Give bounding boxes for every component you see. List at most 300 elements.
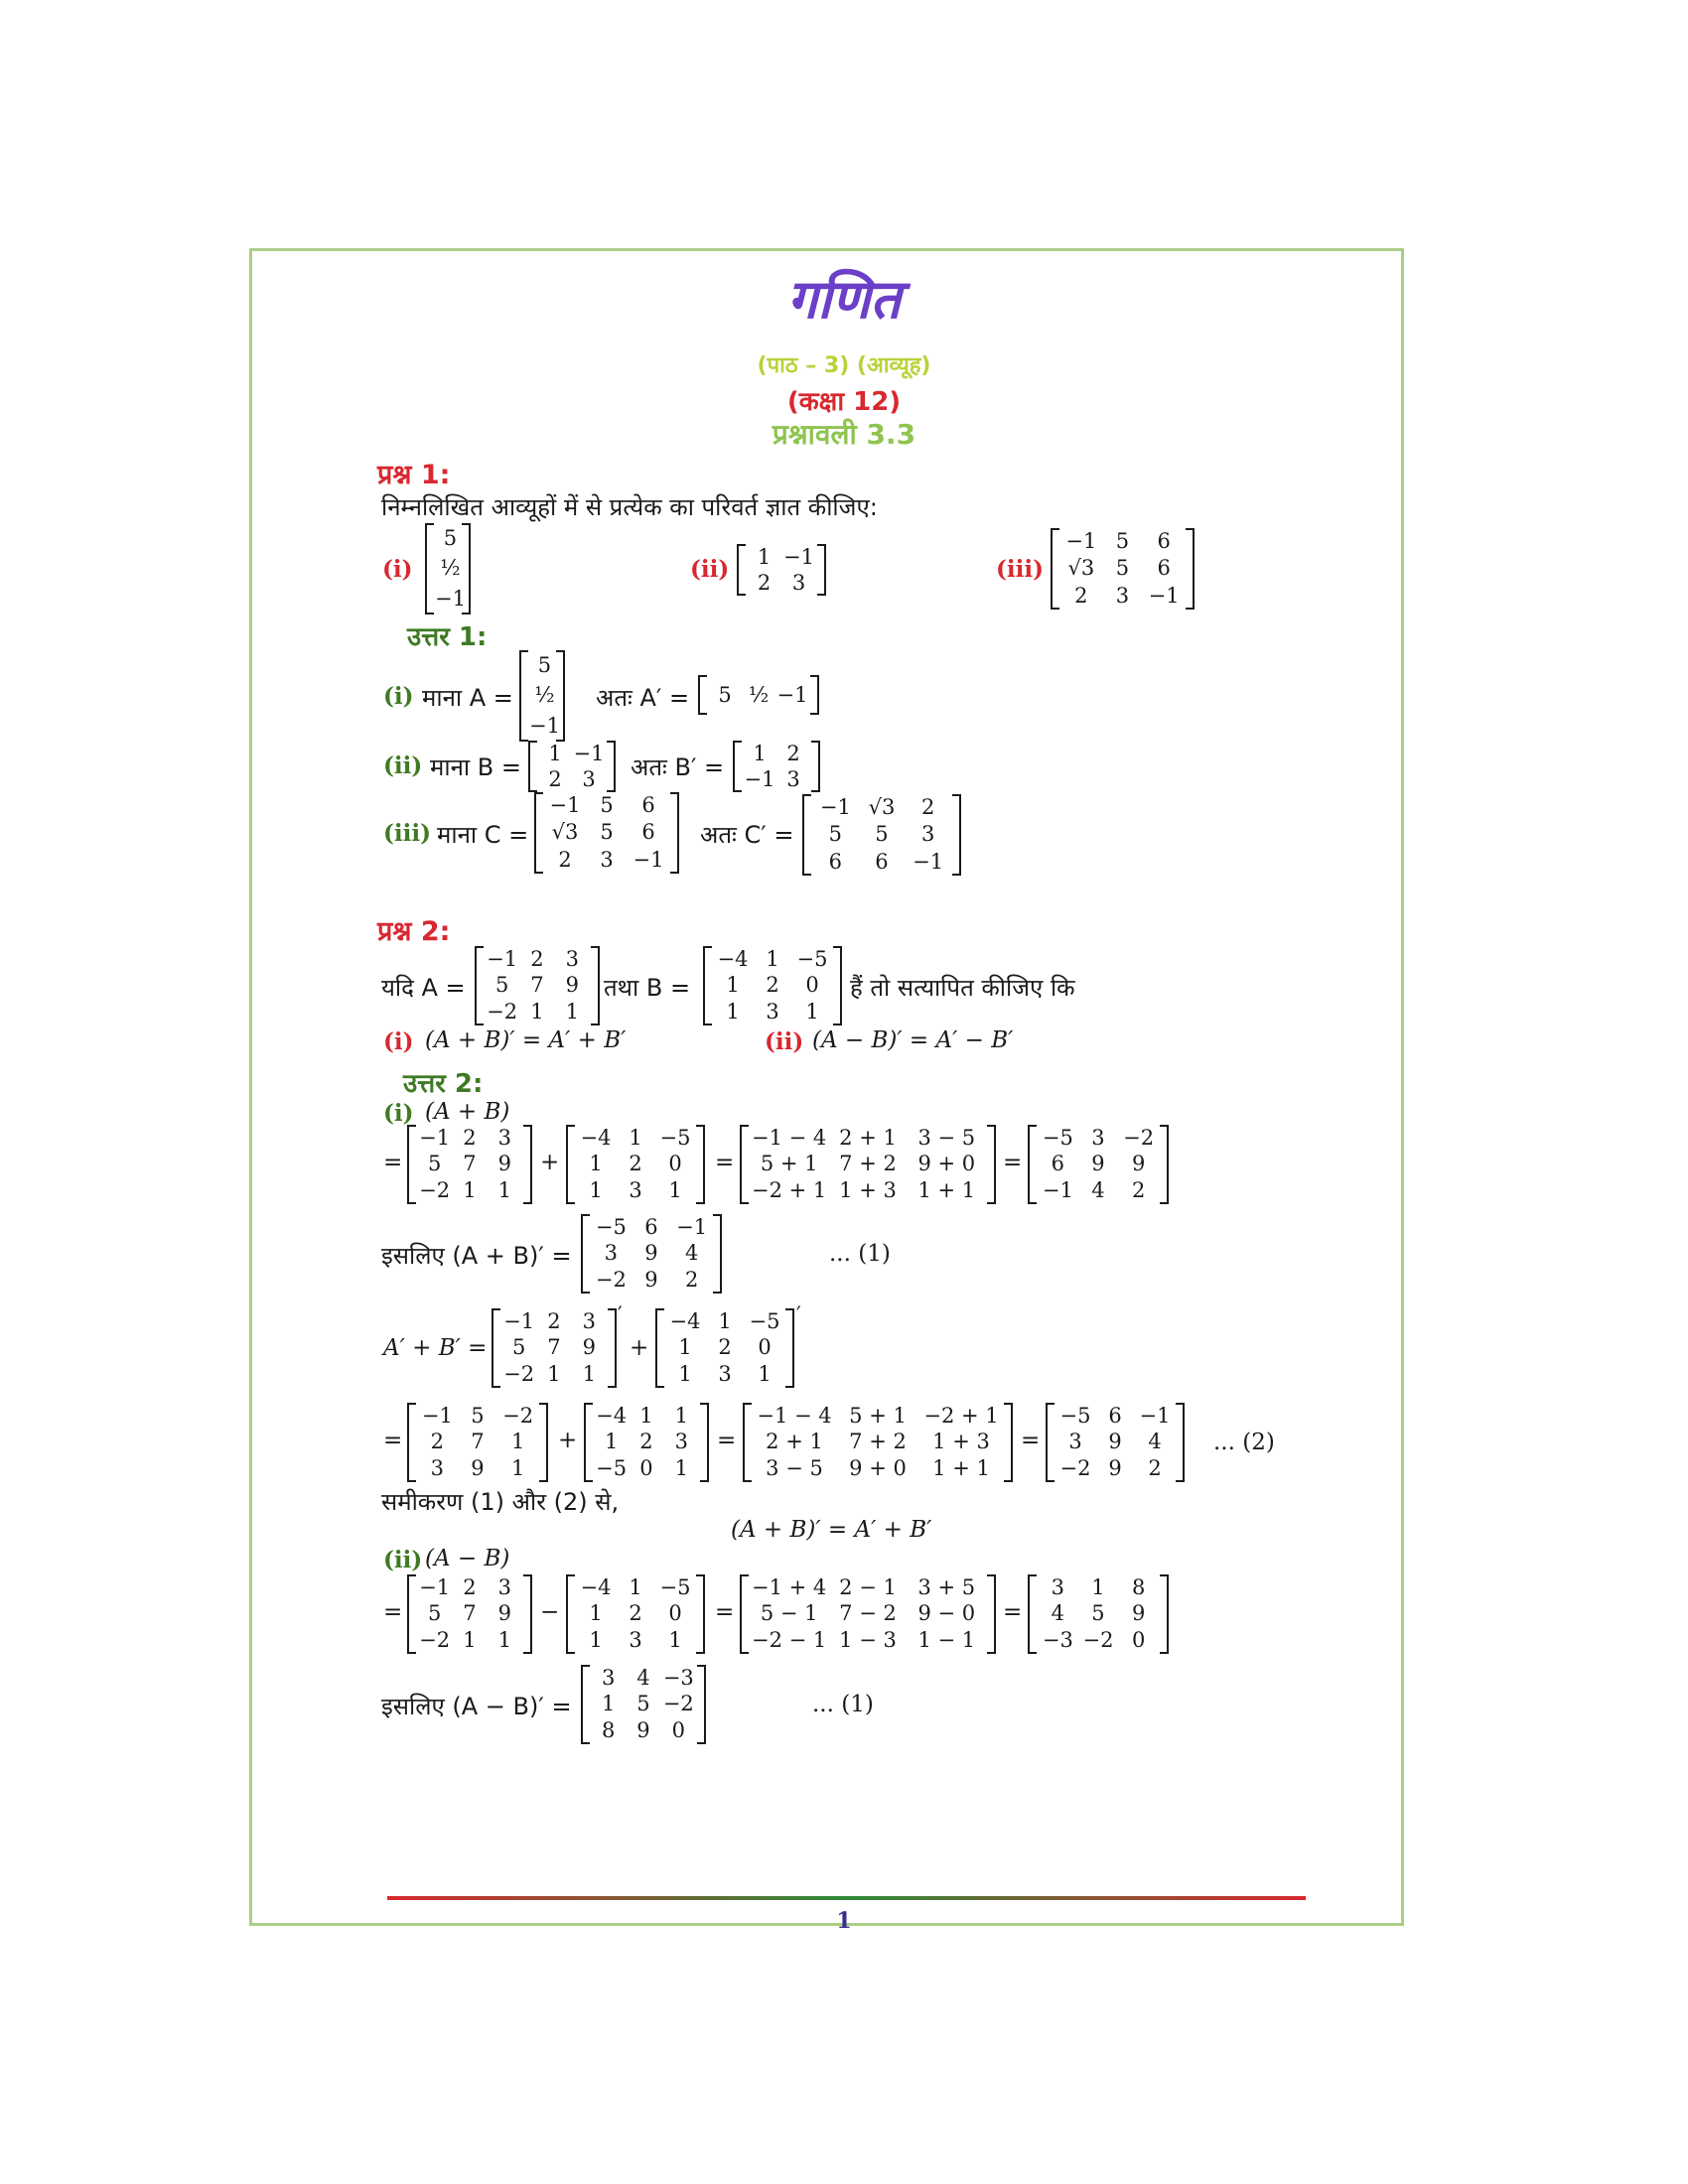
answer-1-heading: उत्तर 1:	[407, 622, 488, 652]
a2-s3-pre: A′ + B′ =	[383, 1335, 488, 1361]
matrix-cell: 5	[1115, 529, 1130, 554]
matrix-cell: √3	[551, 820, 579, 845]
matrix-cell: 1	[463, 1178, 477, 1203]
a2-s4-result	[1046, 1403, 1185, 1482]
matrix-cell: −2	[419, 1628, 451, 1653]
matrix-cell: 8	[1131, 1574, 1146, 1599]
a2-s1-result	[1028, 1125, 1169, 1204]
matrix-cell: 3	[920, 822, 935, 847]
a2-s6-result	[1028, 1574, 1169, 1654]
matrix-cell: −1	[529, 714, 560, 739]
a2-s2-tag: ... (1)	[829, 1241, 891, 1267]
matrix-cell: −1	[1065, 529, 1097, 554]
q2-expr-ii: (A − B)′ = A′ − B′	[812, 1027, 1014, 1053]
matrix-cell: 7	[463, 1601, 477, 1626]
q2-label-ii: (ii)	[765, 1028, 804, 1055]
matrix-cell: 5 − 1	[760, 1601, 818, 1626]
question-1-heading: प्रश्न 1:	[377, 460, 451, 490]
matrix-cell: 0	[671, 1718, 685, 1743]
bracket-right	[1004, 1403, 1013, 1482]
bracket-right	[1176, 1403, 1185, 1482]
bracket-left	[528, 741, 537, 792]
matrix-cell: −4	[669, 1308, 701, 1333]
matrix-cell: 1 + 1	[932, 1456, 990, 1481]
matrix-cell: 7	[547, 1335, 561, 1360]
matrix-cell: 7 + 2	[849, 1430, 907, 1454]
a2-s4-matrix-At	[407, 1403, 548, 1482]
matrix-cell: 3 − 5	[766, 1456, 823, 1481]
matrix-cell: 0	[1131, 1628, 1146, 1653]
matrix-cell: 6	[644, 1214, 658, 1239]
matrix-cell: 7 + 2	[839, 1152, 897, 1176]
a2-s4-eq: =	[383, 1428, 403, 1453]
bracket-left	[566, 1125, 575, 1204]
bracket-right	[987, 1125, 996, 1204]
matrix-cell: √3	[868, 795, 896, 820]
bracket-right	[696, 1574, 705, 1654]
matrix-cell: 1	[589, 1178, 603, 1203]
matrix-cell: 3	[430, 1456, 445, 1481]
matrix-cell: 9 − 0	[917, 1601, 976, 1626]
bracket-left	[1051, 528, 1059, 610]
a2-s4-plus: +	[558, 1428, 578, 1453]
q2-expr-i: (A + B)′ = A′ + B′	[425, 1027, 627, 1053]
a2-s7-result	[581, 1665, 706, 1744]
bracket-left	[407, 1574, 416, 1654]
page-title: गणित	[786, 268, 902, 331]
page-number: 1	[836, 1908, 852, 1934]
a1-label-ii: (ii)	[383, 752, 423, 779]
matrix-cell: 2	[629, 1601, 642, 1626]
a1-ii-mid: अतः B′ =	[631, 753, 725, 781]
matrix-cell: 9	[497, 1601, 511, 1626]
matrix-cell: 3	[629, 1628, 642, 1653]
matrix-cell: 2	[548, 766, 562, 791]
matrix-cell: −1 − 4	[757, 1403, 832, 1428]
matrix-cell: 3	[1115, 583, 1130, 608]
matrix-cell: 1	[497, 1178, 511, 1203]
matrix-cell: 1	[497, 1628, 511, 1653]
matrix-cell: 1 − 1	[917, 1628, 976, 1653]
q2-post: हैं तो सत्यापित कीजिए कि	[850, 974, 1075, 1002]
matrix-cell: −1	[1042, 1178, 1073, 1203]
matrix-cell: 2	[629, 1152, 642, 1176]
matrix-cell: 6	[1157, 529, 1171, 554]
matrix-cell: 3 − 5	[917, 1125, 976, 1150]
a1-i-pre: माना A =	[422, 684, 513, 712]
matrix-cell: 1	[757, 544, 772, 569]
a2-s4-sum-matrix	[743, 1403, 1013, 1482]
matrix-cell: 5	[494, 973, 509, 998]
matrix-cell: 3	[766, 1000, 779, 1024]
matrix-cell: −1	[819, 795, 851, 820]
question-2-heading: प्रश्न 2:	[377, 916, 451, 947]
matrix-cell: 6	[1157, 556, 1171, 581]
q1-label-ii: (ii)	[690, 556, 730, 583]
matrix-cell: 3	[791, 570, 806, 595]
matrix-cell: 5	[828, 822, 843, 847]
matrix-cell: 1	[510, 1456, 525, 1481]
matrix-cell: 2 + 1	[766, 1430, 823, 1454]
matrix-cell: −5	[596, 1456, 628, 1481]
matrix-cell: 3	[1068, 1430, 1082, 1454]
matrix-cell: 5	[875, 822, 889, 847]
matrix-cell: 2 + 1	[839, 1125, 897, 1150]
matrix-cell: 1	[589, 1601, 603, 1626]
matrix-cell: 2	[684, 1268, 699, 1293]
a1-matrix-B	[528, 741, 616, 792]
bracket-left	[802, 794, 811, 876]
matrix-cell: −5	[595, 1214, 627, 1239]
matrix-cell: 3	[582, 766, 596, 791]
answer-2-heading: उत्तर 2:	[403, 1069, 484, 1099]
matrix-cell: 5 + 1	[849, 1403, 907, 1428]
matrix-cell: 0	[805, 973, 819, 998]
exercise-title: प्रश्नावली 3.3	[772, 418, 916, 451]
matrix-cell: −2	[1059, 1456, 1091, 1481]
matrix-cell: −1	[419, 1125, 451, 1150]
matrix-cell: 1	[674, 1456, 688, 1481]
bracket-right	[1160, 1574, 1169, 1654]
matrix-cell: 1	[678, 1335, 692, 1360]
bracket-right	[785, 1308, 794, 1388]
matrix-cell: 1	[766, 946, 779, 971]
bracket-left	[584, 1403, 593, 1482]
matrix-cell: 3	[601, 1665, 616, 1690]
a2-s1-matrix-B	[566, 1125, 705, 1204]
a2-label-ii: (ii)	[383, 1547, 423, 1573]
a2-s4-matrix-Bt	[584, 1403, 709, 1482]
matrix-cell: 6	[1108, 1403, 1122, 1428]
matrix-cell: −5	[749, 1308, 780, 1333]
matrix-cell: −4	[596, 1403, 628, 1428]
matrix-cell: −1	[503, 1308, 535, 1333]
bracket-left	[655, 1308, 664, 1388]
bracket-right	[670, 792, 679, 874]
a2-label-i: (i)	[383, 1100, 414, 1127]
matrix-cell: 1	[547, 1362, 561, 1387]
matrix-cell: 6	[828, 849, 843, 874]
matrix-cell: 9	[582, 1335, 596, 1360]
matrix-cell: 7 − 2	[839, 1601, 897, 1626]
class-subtitle: (कक्षा 12)	[786, 387, 902, 417]
matrix-cell: 2	[757, 570, 772, 595]
matrix-cell: 2	[1131, 1178, 1146, 1203]
matrix-cell: 3	[604, 1241, 619, 1266]
matrix-cell: −1	[1139, 1403, 1171, 1428]
matrix-cell: −1	[776, 682, 808, 707]
bracket-right	[700, 1403, 709, 1482]
a2-s6-diff-matrix	[740, 1574, 996, 1654]
bracket-right	[817, 544, 826, 596]
matrix-cell: 3	[1051, 1574, 1065, 1599]
matrix-cell: 2	[558, 847, 572, 872]
matrix-cell: ½	[440, 556, 461, 581]
matrix-cell: −2 + 1	[923, 1403, 999, 1428]
matrix-cell: 9	[636, 1718, 650, 1743]
matrix-cell: 2	[766, 973, 779, 998]
matrix-cell: 5	[1115, 556, 1130, 581]
matrix-cell: 1	[726, 1000, 740, 1024]
a1-ii-pre: माना B =	[430, 753, 521, 781]
a1-label-i: (i)	[383, 683, 414, 710]
bracket-left	[737, 544, 746, 596]
matrix-cell: −1	[421, 1403, 453, 1428]
matrix-cell: 2	[1148, 1456, 1162, 1481]
matrix-cell: 0	[758, 1335, 772, 1360]
chapter-subtitle: (पाठ – 3) (आव्यूह)	[757, 353, 931, 378]
matrix-cell: 3	[786, 766, 800, 791]
matrix-cell: 2	[639, 1430, 653, 1454]
matrix-cell: ½	[534, 683, 555, 708]
matrix-cell: 9	[1131, 1152, 1146, 1176]
matrix-cell: 1	[758, 1362, 772, 1387]
matrix-cell: −2	[1123, 1125, 1155, 1150]
matrix-cell: 2	[786, 741, 800, 765]
bracket-right	[952, 794, 961, 876]
matrix-cell: 1	[565, 1000, 579, 1024]
matrix-cell: 1 + 3	[932, 1430, 990, 1454]
q1-label-iii: (iii)	[996, 556, 1044, 583]
bracket-left	[1046, 1403, 1055, 1482]
matrix-cell: 5	[718, 682, 732, 707]
a1-matrix-C-transpose	[802, 794, 961, 876]
matrix-cell: −1	[633, 847, 664, 872]
matrix-cell: 9	[644, 1241, 658, 1266]
matrix-cell: −2	[662, 1692, 694, 1716]
matrix-cell: −1	[549, 793, 581, 818]
bracket-right	[833, 946, 842, 1025]
matrix-cell: −1	[913, 849, 944, 874]
bracket-right	[987, 1574, 996, 1654]
matrix-cell: −3	[1042, 1628, 1073, 1653]
bracket-right	[523, 1574, 532, 1654]
matrix-cell: 2	[547, 1308, 561, 1333]
matrix-cell: 5	[600, 793, 614, 818]
matrix-cell: −1	[435, 587, 466, 612]
matrix-cell: 7	[530, 973, 544, 998]
matrix-cell: 3	[497, 1125, 511, 1150]
matrix-cell: 9	[1108, 1430, 1122, 1454]
matrix-cell: 2	[718, 1335, 732, 1360]
matrix-cell: 1	[668, 1628, 682, 1653]
bracket-right	[696, 1125, 705, 1204]
matrix-cell: −5	[659, 1125, 691, 1150]
matrix-cell: ½	[748, 682, 770, 707]
matrix-cell: 3	[600, 847, 614, 872]
bracket-right	[811, 741, 820, 792]
matrix-cell: 2	[430, 1430, 445, 1454]
a2-s3-matrix-A	[492, 1308, 617, 1388]
a2-s7-pre: इसलिए (A − B)′ =	[381, 1693, 572, 1720]
matrix-cell: 9	[497, 1152, 511, 1176]
matrix-cell: 1	[753, 741, 767, 765]
a1-matrix-B-transpose	[733, 741, 820, 792]
matrix-cell: 1 + 3	[839, 1178, 897, 1203]
matrix-cell: 0	[668, 1152, 682, 1176]
bracket-left	[475, 946, 484, 1025]
matrix-cell: −2	[487, 1000, 518, 1024]
bracket-left	[1028, 1125, 1037, 1204]
matrix-cell: −2	[503, 1362, 535, 1387]
a2-s5-expr: (A + B)′ = A′ + B′	[731, 1517, 932, 1543]
matrix-cell: 3	[565, 946, 579, 971]
matrix-cell: 1	[582, 1362, 596, 1387]
matrix-cell: −1	[487, 946, 518, 971]
matrix-cell: 4	[1051, 1601, 1065, 1626]
matrix-cell: 6	[875, 849, 889, 874]
q1-matrix-ii	[737, 544, 826, 596]
matrix-cell: −5	[1042, 1125, 1073, 1150]
matrix-cell: −3	[662, 1665, 694, 1690]
bracket-left	[581, 1214, 590, 1294]
a2-s3-matrix-B	[655, 1308, 794, 1388]
matrix-cell: 1	[463, 1628, 477, 1653]
a2-s1-eq3: =	[1003, 1150, 1023, 1175]
a2-s6-matrix-B	[566, 1574, 705, 1654]
matrix-cell: −4	[717, 946, 749, 971]
a1-iii-pre: माना C =	[437, 821, 529, 849]
a2-s1-sum-matrix	[740, 1125, 996, 1204]
q1-matrix-i	[425, 523, 471, 614]
matrix-cell: −1	[419, 1574, 451, 1599]
matrix-cell: −4	[580, 1125, 612, 1150]
q1-matrix-iii	[1051, 528, 1195, 610]
a2-s6-eq2: =	[715, 1599, 735, 1625]
footer-divider	[387, 1896, 1306, 1900]
matrix-cell: 1	[530, 1000, 544, 1024]
matrix-cell: 1	[639, 1403, 653, 1428]
matrix-cell: 5	[1091, 1601, 1105, 1626]
bracket-right	[539, 1403, 548, 1482]
matrix-cell: −2 + 1	[752, 1178, 827, 1203]
matrix-cell: −5	[659, 1574, 691, 1599]
matrix-cell: −1	[783, 544, 814, 569]
bracket-left	[740, 1574, 749, 1654]
matrix-cell: 4	[1148, 1430, 1162, 1454]
a1-i-mid: अतः A′ =	[596, 684, 690, 712]
a2-s2-pre: इसलिए (A + B)′ =	[381, 1242, 572, 1270]
bracket-right	[697, 1665, 706, 1744]
a1-matrix-A	[519, 650, 565, 742]
bracket-left	[492, 1308, 500, 1388]
bracket-left	[534, 792, 543, 874]
a2-s6-minus: −	[540, 1599, 560, 1625]
matrix-cell: √3	[1067, 556, 1095, 581]
matrix-cell: 6	[641, 793, 655, 818]
a1-label-iii: (iii)	[383, 820, 431, 847]
matrix-cell: 3	[1091, 1125, 1105, 1150]
q2-pre: यदि A =	[381, 974, 466, 1002]
matrix-cell: 3	[497, 1574, 511, 1599]
matrix-cell: 1	[601, 1692, 616, 1716]
a2-expr-i: (A + B)	[425, 1099, 510, 1125]
bracket-right	[591, 946, 600, 1025]
matrix-cell: 3 + 5	[917, 1574, 976, 1599]
bracket-left	[581, 1665, 590, 1744]
matrix-cell: −5	[796, 946, 828, 971]
matrix-cell: 6	[1051, 1152, 1065, 1176]
matrix-cell: 4	[636, 1665, 650, 1690]
matrix-cell: 1	[668, 1178, 682, 1203]
a2-s6-eq: =	[383, 1599, 403, 1625]
matrix-cell: 3	[718, 1362, 732, 1387]
matrix-cell: 9 + 0	[849, 1456, 907, 1481]
matrix-cell: 2	[463, 1125, 477, 1150]
matrix-cell: 2	[920, 795, 935, 820]
matrix-cell: 0	[639, 1456, 653, 1481]
matrix-cell: 1	[718, 1308, 732, 1333]
matrix-cell: 9	[644, 1268, 658, 1293]
matrix-cell: 1 − 3	[839, 1628, 897, 1653]
bracket-right	[1186, 528, 1195, 610]
a2-s1-plus: +	[540, 1150, 560, 1175]
q2-matrix-B	[703, 946, 842, 1025]
matrix-cell: 1	[604, 1430, 619, 1454]
matrix-cell: −5	[1059, 1403, 1091, 1428]
a2-s4-eq3: =	[1021, 1428, 1041, 1453]
matrix-cell: 1	[629, 1574, 642, 1599]
matrix-cell: 1	[674, 1403, 688, 1428]
q2-label-i: (i)	[383, 1028, 414, 1055]
bracket-left	[703, 946, 712, 1025]
matrix-cell: −2 − 1	[752, 1628, 827, 1653]
matrix-cell: 5	[443, 525, 458, 550]
bracket-right	[462, 523, 471, 614]
bracket-right	[713, 1214, 722, 1294]
bracket-left	[519, 650, 528, 742]
q1-label-i: (i)	[382, 556, 413, 583]
matrix-cell: 1	[548, 741, 562, 765]
matrix-cell: 6	[641, 820, 655, 845]
matrix-cell: 3	[674, 1430, 688, 1454]
matrix-cell: 1	[1091, 1574, 1105, 1599]
a2-s6-matrix-A	[407, 1574, 532, 1654]
matrix-cell: −2	[1082, 1628, 1114, 1653]
matrix-cell: 1	[629, 1125, 642, 1150]
a2-s2-result	[581, 1214, 722, 1294]
bracket-left	[566, 1574, 575, 1654]
matrix-cell: 2	[530, 946, 544, 971]
matrix-cell: 9	[565, 973, 579, 998]
matrix-cell: −1	[676, 1214, 708, 1239]
matrix-cell: −1	[573, 741, 605, 765]
a2-s3-plus: +	[630, 1335, 649, 1361]
matrix-cell: −2	[595, 1268, 627, 1293]
bracket-left	[733, 741, 742, 792]
matrix-cell: −1	[744, 766, 775, 791]
a1-matrix-C	[534, 792, 679, 874]
matrix-cell: 1	[510, 1430, 525, 1454]
matrix-cell: 1	[678, 1362, 692, 1387]
bracket-left	[407, 1125, 416, 1204]
question-1-text: निम्नलिखित आव्यूहों में से प्रत्येक का परिवर्त ज्ञात कीजिए:	[381, 493, 878, 521]
a2-s3-prime-b: ′	[796, 1302, 801, 1326]
matrix-cell: 7	[463, 1152, 477, 1176]
matrix-cell: 5 + 1	[760, 1152, 818, 1176]
a2-expr-ii: (A − B)	[425, 1546, 510, 1571]
bracket-right	[523, 1125, 532, 1204]
matrix-cell: 0	[668, 1601, 682, 1626]
bracket-left	[407, 1403, 416, 1482]
matrix-cell: −1	[1148, 583, 1180, 608]
a2-s6-eq3: =	[1003, 1599, 1023, 1625]
q2-mid: तथा B =	[604, 974, 691, 1002]
matrix-cell: 9 + 0	[917, 1152, 976, 1176]
bracket-left	[698, 675, 707, 715]
matrix-cell: 5	[511, 1335, 526, 1360]
bracket-left	[1028, 1574, 1037, 1654]
